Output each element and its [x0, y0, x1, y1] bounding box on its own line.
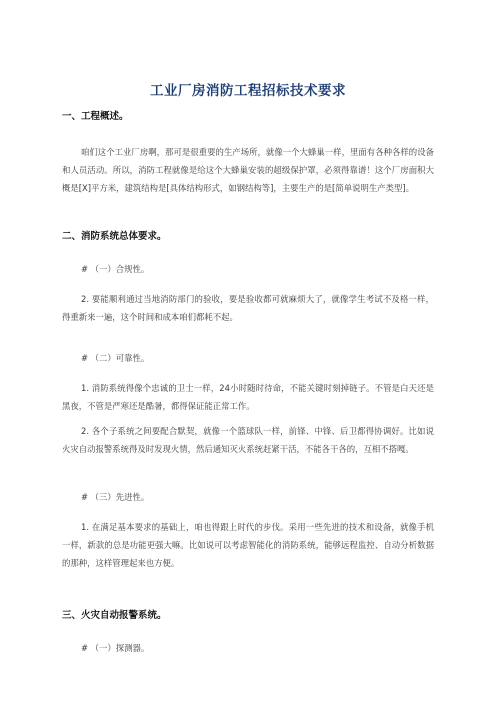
- subsection-detectors: # （一）探测器。: [81, 643, 150, 653]
- advancement-paragraph: 1. 在满足基本要求的基础上，咱也得跟上时代的步伐。采用一些先进的技术和设备，就像手机一样，新款的总是功能更强大嘛。比如说可以考虑智能化的消防系统，能够远程监控、自动分析数据的那种，这样管理起来也方便。: [62, 522, 434, 568]
- subsection-advancement: # （三）先进性。: [81, 492, 150, 502]
- subsection-reliability: # （二）可靠性。: [81, 353, 150, 363]
- document-title: 工业厂房消防工程招标技术要求: [150, 83, 346, 99]
- subsection-compliance: # （一）合规性。: [81, 264, 150, 274]
- section-heading-overview: 一、工程概述。: [62, 111, 129, 122]
- section-heading-general-requirements: 二、消防系统总体要求。: [62, 231, 167, 242]
- overview-paragraph: 咱们这个工业厂房啊，那可是很重要的生产场所，就像一个大蜂巢一样，里面有各种各样的设备和人员活动。所以，消防工程就像是给这个大蜂巢安装的超级保护罩，必须得靠谱！这个厂房面积大概是[X]平方米，建筑结构是[具体结构形式，如钢结构等]，主要生产的是[简单说明生产类型]。: [62, 147, 434, 193]
- compliance-paragraph: 2. 要能顺利通过当地消防部门的验收，要是验收都可就麻烦大了，就像学生考试不及格一样，得重新来一遍，这个时间和成本咱们都耗不起。: [62, 294, 434, 322]
- section-heading-fire-alarm: 三、火灾自动报警系统。: [62, 610, 167, 621]
- reliability-paragraph-1: 1. 消防系统得像个忠诚的卫士一样，24小时随时待命，不能关键时刻掉链子。不管是白天还是黑夜，不管是严寒还是酷暑，都得保证能正常工作。: [62, 383, 434, 411]
- reliability-paragraph-2: 2. 各个子系统之间要配合默契，就像一个篮球队一样，前锋、中锋、后卫都得协调好。比如说火灾自动报警系统得及时发现火情，然后通知灭火系统赶紧干活，不能各干各的，互相不搭嘎。: [62, 426, 434, 454]
